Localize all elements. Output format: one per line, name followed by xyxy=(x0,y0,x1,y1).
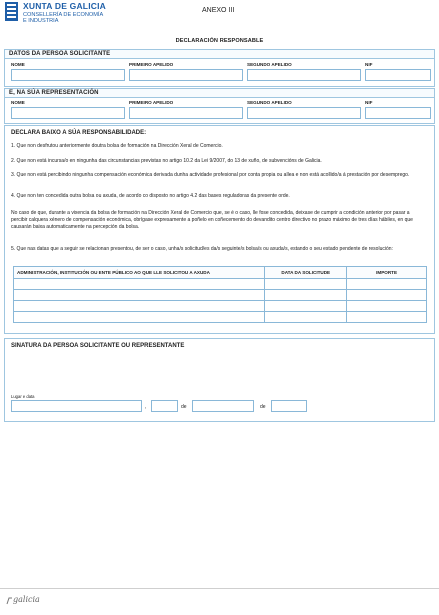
brand-title: XUNTA DE GALICIA xyxy=(23,1,107,11)
de-label-1: de xyxy=(181,404,187,410)
representative-section xyxy=(4,88,435,124)
representative-second-surname-field[interactable] xyxy=(247,107,361,119)
declaration-section xyxy=(4,125,435,334)
place-field[interactable] xyxy=(11,400,142,412)
applicant-section-header xyxy=(5,50,434,59)
signature-section xyxy=(4,338,435,422)
footer-brand-wordmark: galicia xyxy=(13,595,40,604)
grants-date-cell[interactable] xyxy=(265,301,347,312)
applicant-nif-field[interactable] xyxy=(365,69,431,81)
representative-second-surname-label: SEGUNDO APELIDO xyxy=(247,100,292,105)
grants-date-cell[interactable] xyxy=(265,312,347,323)
representative-nif-label: NIF xyxy=(365,100,373,105)
grants-institution-cell[interactable] xyxy=(14,279,265,290)
grants-institution-cell[interactable] xyxy=(14,312,265,323)
grants-table xyxy=(13,266,427,323)
representative-section-title: E, NA SÚA REPRESENTACIÓN xyxy=(9,90,99,96)
grants-amount-cell[interactable] xyxy=(347,279,427,290)
applicant-first-surname-label: PRIMEIRO APELIDO xyxy=(129,62,174,67)
applicant-second-surname-field[interactable] xyxy=(247,69,361,81)
footer-divider xyxy=(0,588,439,589)
month-field[interactable] xyxy=(192,400,254,412)
galicia-brand-icon xyxy=(6,597,13,605)
declaration-item-4: 4. Que non ten concedida outra bolsa ou axuda, de acordo co disposto no artigo 4.2 das bases reguladoras da presente orde. xyxy=(11,193,290,199)
brand-subtitle-line-1: CONSELLERÍA DE ECONOMÍA xyxy=(23,12,104,18)
day-field[interactable] xyxy=(151,400,178,412)
table-row xyxy=(14,279,427,290)
signature-section-title: SINATURA DA PERSOA SOLICITANTE OU REPRESENTANTE xyxy=(11,343,185,349)
declaration-paragraph-notice: No caso de que, durante a vixencia da bolsa de formación na Dirección Xeral de Comercio que, se é o caso, lle fose concedida, deixase de cumprir a condición anterior por pasar a percibir calquera xénero de compensación económica, obrígase expresamente a poñelo en coñecemento do devandito centro directivo no prazo máximo de tres días hábiles, en que causarán baixa automaticamente na percepción da bolsa. xyxy=(11,210,413,230)
grants-table-header-row xyxy=(14,267,427,279)
brand-subtitle-line-2: E INDUSTRIA xyxy=(23,18,59,24)
representative-nif-field[interactable] xyxy=(365,107,431,119)
representative-name-label: NOME xyxy=(11,100,25,105)
declaration-item-5: 5. Que nas datas que a seguir se relacionan presentou, de ser o caso, unha/s solicitud/es da/s seguinte/s bolsa/s ou axuda/s, estando o seu estado pendente de resolución: xyxy=(11,246,393,252)
grants-table-header-amount: IMPORTE xyxy=(347,267,427,279)
table-row xyxy=(14,312,427,323)
grants-amount-cell[interactable] xyxy=(347,290,427,301)
page-header xyxy=(0,0,439,30)
grants-date-cell[interactable] xyxy=(265,279,347,290)
applicant-name-label: NOME xyxy=(11,62,25,67)
declaration-item-1: 1. Que non desfrutou anteriormente doutra bolsa de formación na Dirección Xeral de Comercio. xyxy=(11,143,223,149)
applicant-name-field[interactable] xyxy=(11,69,125,81)
applicant-first-surname-field[interactable] xyxy=(129,69,243,81)
applicant-nif-label: NIF xyxy=(365,62,373,67)
de-label-2: de xyxy=(260,404,266,410)
declaration-item-3: 3. Que non está percibindo ningunha compensación económica derivada dunha actividade profesional por conta propia ou allea e non está acollido/a á prestación por desemprego. xyxy=(11,172,410,178)
representative-name-field[interactable] xyxy=(11,107,125,119)
representative-section-header xyxy=(5,89,434,98)
declaration-item-2: 2. Que non está incursa/o en ningunha das circunstancias previstas no artigo 10.2 da Lei 9/2007, do 13 de xuño, de subvencións de Galicia. xyxy=(11,158,322,164)
grants-amount-cell[interactable] xyxy=(347,301,427,312)
applicant-second-surname-label: SEGUNDO APELIDO xyxy=(247,62,292,67)
applicant-section xyxy=(4,49,435,87)
place-date-label: Lugar e data xyxy=(11,394,35,399)
representative-first-surname-label: PRIMEIRO APELIDO xyxy=(129,100,174,105)
table-row xyxy=(14,301,427,312)
place-separator: , xyxy=(145,404,147,410)
grants-date-cell[interactable] xyxy=(265,290,347,301)
representative-first-surname-field[interactable] xyxy=(129,107,243,119)
grants-institution-cell[interactable] xyxy=(14,301,265,312)
xunta-galicia-logo-icon xyxy=(5,2,18,21)
applicant-section-title: DATOS DA PERSOA SOLICITANTE xyxy=(9,51,111,57)
table-row xyxy=(14,290,427,301)
document-title: DECLARACIÓN RESPONSABLE xyxy=(175,38,264,44)
declaration-title: DECLARA BAIXO A SÚA RESPONSABILIDADE: xyxy=(11,130,147,136)
year-field[interactable] xyxy=(271,400,307,412)
grants-table-header-institution: ADMINISTRACIÓN, INSTITUCIÓN OU ENTE PÚBLICO AO QUE LLE SOLICITOU A AXUDA xyxy=(14,267,265,279)
grants-table-header-date: DATA DA SOLICITUDE xyxy=(265,267,347,279)
grants-institution-cell[interactable] xyxy=(14,290,265,301)
annex-label: ANEXO III xyxy=(202,7,235,14)
grants-amount-cell[interactable] xyxy=(347,312,427,323)
